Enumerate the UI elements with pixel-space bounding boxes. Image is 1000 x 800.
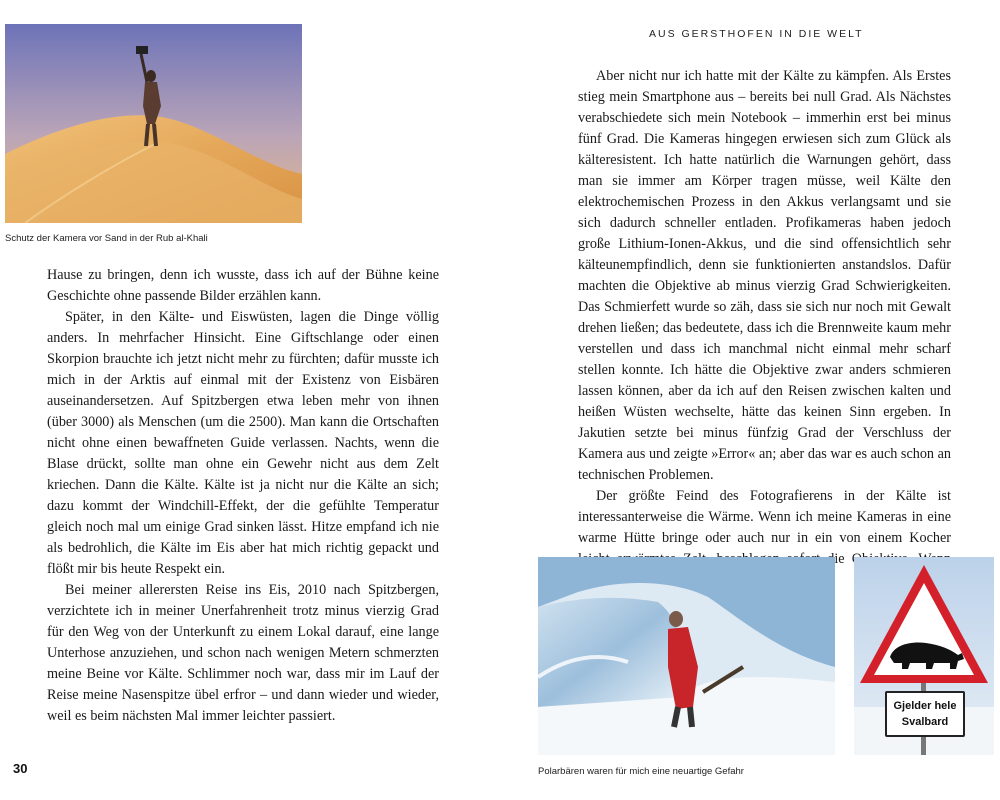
right-page xyxy=(500,0,1000,800)
left-paragraph-1: Hause zu bringen, denn ich wusste, dass ich auf der Bühne keine Geschichte ohne passende Bilder erzählen kann. xyxy=(47,267,439,304)
left-photo-caption: Schutz der Kamera vor Sand in der Rub al-Khali xyxy=(5,233,208,244)
snow-photo xyxy=(538,557,835,755)
sign-text-line2: Svalbard xyxy=(901,716,949,728)
right-paragraph-1: Aber nicht nur ich hatte mit der Kälte zu kämpfen. Als Erstes stieg mein Smartphone aus – bereits bei null Grad. Als Nächstes verabschiedete sich mein Notebook – immerhin erst bei minus fünf Grad. Die Kameras hingegen erwiesen sich zum Glück als kälteresistent. Ich hatte natürlich die Warnungen gehört, dass man sie immer am Körper tragen müsse, weil Kälte den elektrochemischen Prozess in den Akkus verlangsamt und sie sich dadurch schneller entladen. Profikameras haben jedoch große Lithium-Ionen-Akkus, und die sind offensichtlich sehr kälteunempfindlich, denn sie funktionierten anstandslos. Dafür machten die Objektive ab minus vierzig Grad Schwierigkeiten. Das Schmierfett wurde so zäh, dass sie sich nur noch mit Gewalt drehen ließen; das bedeutete, dass ich die Brennweite kaum mehr verstellen und dass ich manchmal nicht einmal mehr scharf stellen konnte. Ich hätte die Objektive zwar anders schmieren lassen können, aber da ich auf den Reisen zwischen kalten und heißen Wüsten wechselte, hätte das keinen Sinn ergeben. In Jakutien setzte bei minus fünfzig Grad der Verschluss der Kamera aus und zeigte »Error« an; aber das war es auch schon an technischen Problemen. xyxy=(578,68,951,483)
right-paragraph-2: Der größte Feind des Fotografierens in der Kälte ist interessanterweise die Wärme. Wenn ich meine Kameras in eine warme Hütte bringe oder auch nur in ein von einem Kocher die xyxy=(578,488,951,567)
sign-plate xyxy=(885,691,965,737)
page-number: 30 xyxy=(13,761,28,776)
left-paragraph-2: Später, in den Kälte- und Eiswüsten, lagen die Dinge völlig anders. In mehrfacher Hinsicht. Eine Giftschlange oder einen Skorpion brauchte ich jetzt nicht mehr zu fürchten; dafür musste ich mich in der Arktis auf einmal mit der Existenz von Eisbären auseinandersetzen. Auf Spitzbergen etwa leben mehr von ihnen (über 3000) als Menschen (um die 2500). Man kann die Ortschaften nicht ohne einen bewaffneten Guide verlassen. Nachts, wenn die Blase drückt, sollte man ohne ein Gewehr nicht aus dem Zelt kriechen. Dann die Kälte. Kälte ist ja nicht nur die Kälte an sich; dazu kommt der Windchill-Effekt, der die gefühlte Temperatur gleich noch mal um einige Grad sinken lässt. Hitze empfand ich nie als bedrohlich, die Kälte im Eis aber hat mich richtig gepackt und flößt mir bis heute Respekt ein. xyxy=(47,309,439,577)
right-photo-caption: Polarbären waren für mich eine neuartige Gefahr xyxy=(538,766,744,777)
left-paragraph-3: Bei meiner allerersten Reise ins Eis, 2010 nach Spitzbergen, verzichtete ich in meiner Unerfahrenheit trotz minus vierzig Grad für den Weg von der Unterkunft zu einem Lokal darauf, eine lange Unterhose anzuziehen, und schon nach wenigen Metern schmerzten meine Beine vor Kälte. Schlimmer noch war, dass mir im Lauf der Reise meine Nasenspitze übel erfror – und dann wieder und wieder, weil es beim nächsten Mal immer leichter passiert. xyxy=(47,582,439,724)
desert-photo xyxy=(5,24,302,223)
sign-text-line1: Gjelder hele xyxy=(893,700,957,712)
snow-illustration xyxy=(538,557,835,755)
polar-bear-sign-photo xyxy=(854,557,994,755)
running-head: AUS GERSTHOFEN IN DIE WELT xyxy=(649,28,864,40)
left-body-text xyxy=(47,265,439,727)
desert-illustration xyxy=(5,24,302,223)
right-body-text xyxy=(578,66,951,591)
